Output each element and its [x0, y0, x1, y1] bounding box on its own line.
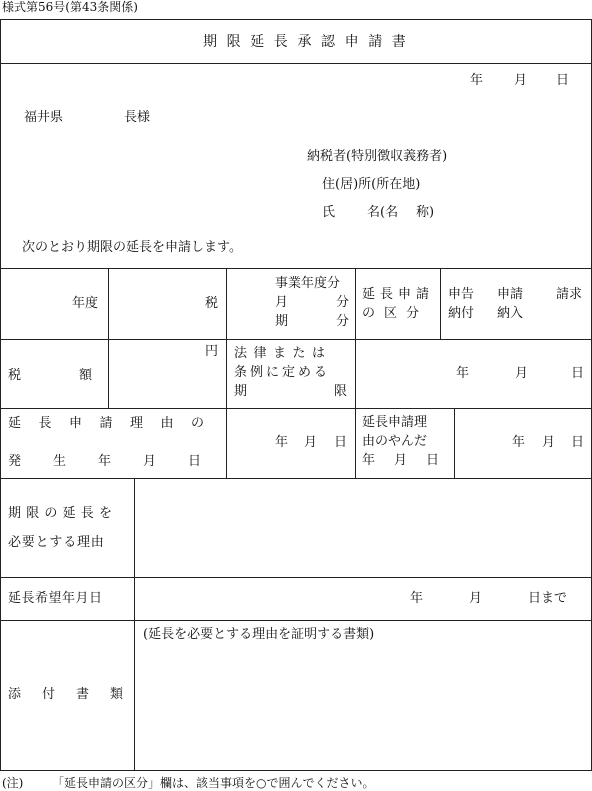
- deadline-label-3: 期: [234, 384, 248, 399]
- applicant-role: 納税者(特別徴収義務者): [307, 149, 448, 164]
- type-remittance[interactable]: 納入: [497, 306, 524, 321]
- rule: [0, 339, 592, 340]
- desired-date-label: 延長希望年月日: [8, 591, 103, 606]
- rule: [0, 268, 592, 269]
- period-term: 期: [275, 314, 289, 329]
- fiscal-year-label: 年度: [72, 296, 99, 311]
- desired-day-until: 日まで: [528, 591, 568, 606]
- rule: [108, 268, 109, 408]
- form-number: 様式第56号(第43条関係): [2, 0, 138, 14]
- desired-year: 年: [410, 591, 424, 606]
- footnote-mark: (注): [2, 776, 24, 790]
- applicant-address: 住(居)所(所在地): [322, 177, 421, 192]
- rule: [0, 63, 592, 64]
- date-month: 月: [514, 73, 528, 88]
- date-year: 年: [470, 73, 484, 88]
- occurrence-year: 年: [275, 435, 289, 450]
- ceased-day: 日: [571, 435, 585, 450]
- ceased-label-1: 延長申請理: [362, 415, 428, 430]
- occurrence-day: 日: [334, 435, 348, 450]
- attachment-note: (延長を必要とする理由を証明する書類): [143, 627, 375, 642]
- ceased-label-3: 年月日: [362, 453, 459, 468]
- reason-label-2: 必要とする理由: [8, 535, 105, 550]
- occurrence-label-2: 発生年月日: [8, 454, 234, 469]
- type-claim[interactable]: 請求: [556, 287, 583, 302]
- period-line1: 事業年度分: [275, 276, 341, 291]
- footnote: 「延長申請の区分」欄は、該当事項を○で囲んでください。: [52, 776, 375, 790]
- rule: [134, 478, 135, 770]
- addressee-prefecture: 福井県: [24, 110, 64, 125]
- date-day: 日: [556, 73, 570, 88]
- addressee-suffix: 長様: [124, 110, 151, 125]
- rule: [0, 19, 1, 770]
- ceased-month: 月: [542, 435, 556, 450]
- rule: [226, 268, 227, 478]
- reason-label-1: 期限の延長を: [8, 506, 118, 521]
- occurrence-month: 月: [304, 435, 318, 450]
- rule: [0, 408, 592, 409]
- rule: [0, 19, 592, 20]
- deadline-day: 日: [571, 366, 585, 381]
- intro-text: 次のとおり期限の延長を申請します。: [22, 240, 242, 255]
- applicant-name: 氏: [322, 205, 336, 220]
- category-label-2: の区分: [362, 306, 429, 321]
- rule: [0, 770, 592, 771]
- attachment-label: 添付書類: [8, 687, 145, 702]
- deadline-label-2: 条例に定める: [234, 365, 331, 380]
- type-declaration[interactable]: 申告: [448, 287, 475, 302]
- occurrence-label-1: 延長申請理由の: [8, 416, 222, 431]
- deadline-label-3b: 限: [334, 384, 348, 399]
- type-payment[interactable]: 納付: [448, 306, 475, 321]
- period-month: 月: [275, 295, 289, 310]
- title-text: 期限延長承認申請書: [203, 34, 416, 50]
- rule: [0, 620, 592, 621]
- type-application[interactable]: 申請: [497, 287, 524, 302]
- tax-amount-text: 税額: [8, 368, 151, 383]
- rule: [440, 268, 441, 339]
- deadline-label-1: 法律または: [234, 346, 332, 361]
- deadline-month: 月: [515, 366, 529, 381]
- tax-label: 税: [205, 296, 219, 311]
- category-label-1: 延長申請: [362, 287, 435, 302]
- ceased-label-2: 由のやんだ: [362, 434, 428, 449]
- tax-amount-label: [8, 368, 151, 383]
- rule: [355, 268, 356, 478]
- deadline-year: 年: [456, 366, 470, 381]
- form-title: [203, 34, 416, 50]
- yen-unit: 円: [205, 344, 219, 359]
- ceased-year: 年: [512, 435, 526, 450]
- applicant-name-3: 称): [416, 205, 435, 220]
- desired-month: 月: [469, 591, 483, 606]
- period-term-suffix: 分: [336, 314, 350, 329]
- rule: [0, 577, 592, 578]
- period-month-suffix: 分: [336, 295, 350, 310]
- rule: [0, 478, 592, 479]
- applicant-name-2: 名(名: [367, 205, 399, 220]
